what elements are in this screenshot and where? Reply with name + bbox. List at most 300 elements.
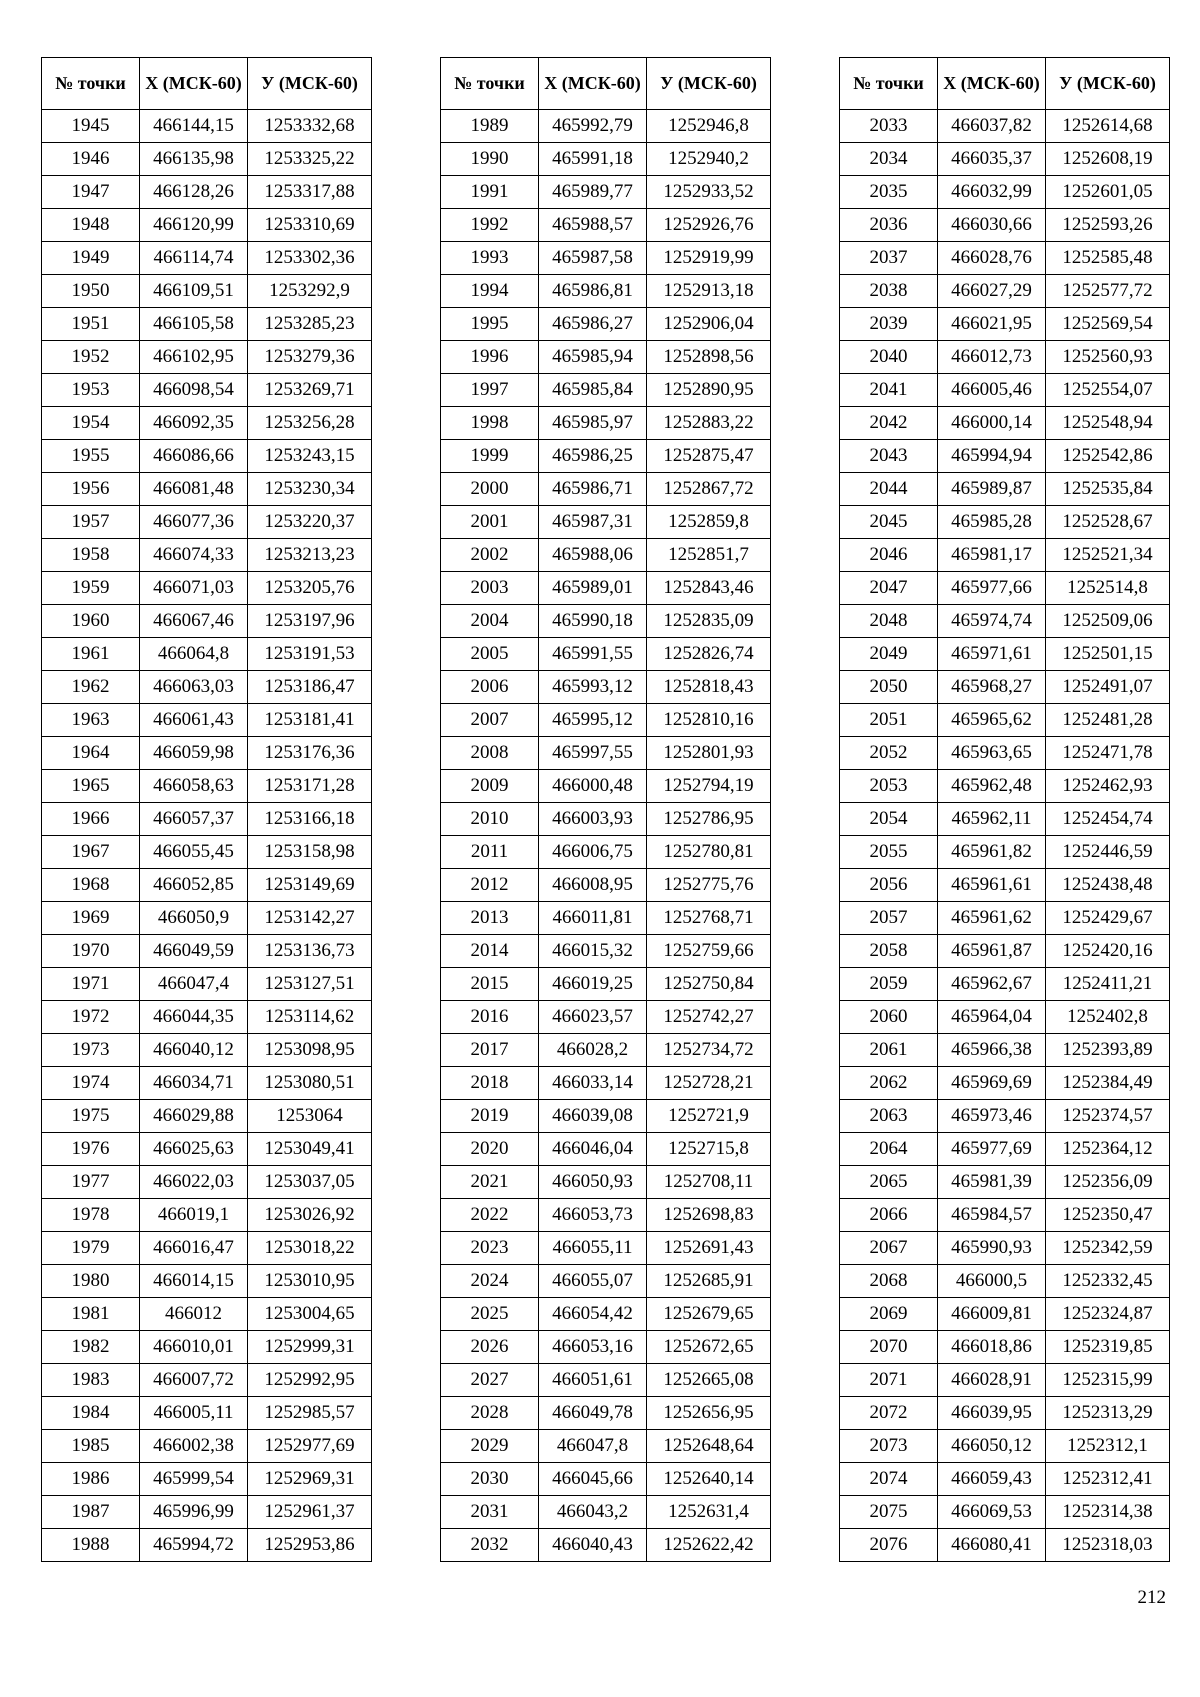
cell-x-coordinate: 465990,93 [938, 1232, 1046, 1265]
cell-y-coordinate: 1252454,74 [1046, 803, 1170, 836]
table-row [42, 341, 372, 374]
cell-y-coordinate: 1253279,36 [248, 341, 372, 374]
cell-x-coordinate: 466039,08 [539, 1100, 647, 1133]
cell-point-number: 2054 [840, 803, 938, 836]
cell-y-coordinate: 1253205,76 [248, 572, 372, 605]
cell-point-number: 2022 [441, 1199, 539, 1232]
cell-point-number: 2037 [840, 242, 938, 275]
table-row [840, 374, 1170, 407]
cell-y-coordinate: 1252953,86 [248, 1529, 372, 1562]
cell-x-coordinate: 465961,82 [938, 836, 1046, 869]
cell-x-coordinate: 465964,04 [938, 1001, 1046, 1034]
table-row [840, 737, 1170, 770]
cell-point-number: 2071 [840, 1364, 938, 1397]
cell-point-number: 1960 [42, 605, 140, 638]
cell-y-coordinate: 1253064 [248, 1100, 372, 1133]
table-row [42, 1067, 372, 1100]
cell-x-coordinate: 465986,71 [539, 473, 647, 506]
cell-y-coordinate: 1252859,8 [647, 506, 771, 539]
cell-point-number: 2052 [840, 737, 938, 770]
cell-point-number: 1971 [42, 968, 140, 1001]
cell-point-number: 1966 [42, 803, 140, 836]
cell-y-coordinate: 1253136,73 [248, 935, 372, 968]
cell-x-coordinate: 465988,57 [539, 209, 647, 242]
cell-point-number: 1947 [42, 176, 140, 209]
cell-x-coordinate: 465971,61 [938, 638, 1046, 671]
cell-x-coordinate: 466025,63 [140, 1133, 248, 1166]
cell-point-number: 2018 [441, 1067, 539, 1100]
cell-x-coordinate: 465996,99 [140, 1496, 248, 1529]
cell-x-coordinate: 465994,94 [938, 440, 1046, 473]
cell-x-coordinate: 465997,55 [539, 737, 647, 770]
table-row [42, 1001, 372, 1034]
table-row [441, 638, 771, 671]
cell-x-coordinate: 466047,8 [539, 1430, 647, 1463]
cell-x-coordinate: 465985,94 [539, 341, 647, 374]
table-row [441, 605, 771, 638]
cell-x-coordinate: 465981,39 [938, 1166, 1046, 1199]
cell-x-coordinate: 465989,77 [539, 176, 647, 209]
table-row [441, 902, 771, 935]
cell-y-coordinate: 1252509,06 [1046, 605, 1170, 638]
cell-x-coordinate: 466128,26 [140, 176, 248, 209]
table-row [441, 836, 771, 869]
table-row [840, 176, 1170, 209]
cell-point-number: 2034 [840, 143, 938, 176]
table-row [42, 1397, 372, 1430]
cell-x-coordinate: 465985,97 [539, 407, 647, 440]
table-row [840, 1331, 1170, 1364]
table-row [840, 704, 1170, 737]
cell-y-coordinate: 1253049,41 [248, 1133, 372, 1166]
cell-y-coordinate: 1252985,57 [248, 1397, 372, 1430]
table-row [441, 539, 771, 572]
table-row [840, 473, 1170, 506]
table-row [840, 935, 1170, 968]
cell-point-number: 2023 [441, 1232, 539, 1265]
cell-x-coordinate: 465985,84 [539, 374, 647, 407]
cell-point-number: 1961 [42, 638, 140, 671]
cell-y-coordinate: 1252462,93 [1046, 770, 1170, 803]
table-row [840, 1133, 1170, 1166]
cell-x-coordinate: 465993,12 [539, 671, 647, 704]
table-row [42, 968, 372, 1001]
cell-point-number: 2012 [441, 869, 539, 902]
table-row [42, 308, 372, 341]
cell-x-coordinate: 465965,62 [938, 704, 1046, 737]
table-row [441, 1265, 771, 1298]
table-row [42, 209, 372, 242]
cell-point-number: 1945 [42, 110, 140, 143]
cell-y-coordinate: 1252665,08 [647, 1364, 771, 1397]
cell-y-coordinate: 1253243,15 [248, 440, 372, 473]
table-row [42, 1430, 372, 1463]
table-row [42, 176, 372, 209]
table-row [840, 242, 1170, 275]
cell-y-coordinate: 1253026,92 [248, 1199, 372, 1232]
cell-point-number: 1994 [441, 275, 539, 308]
cell-x-coordinate: 466051,61 [539, 1364, 647, 1397]
table-row [840, 671, 1170, 704]
cell-point-number: 2073 [840, 1430, 938, 1463]
cell-point-number: 1983 [42, 1364, 140, 1397]
table-row [42, 506, 372, 539]
cell-x-coordinate: 466052,85 [140, 869, 248, 902]
cell-y-coordinate: 1252890,95 [647, 374, 771, 407]
cell-y-coordinate: 1252648,64 [647, 1430, 771, 1463]
cell-y-coordinate: 1252750,84 [647, 968, 771, 1001]
cell-x-coordinate: 465962,48 [938, 770, 1046, 803]
cell-y-coordinate: 1252698,83 [647, 1199, 771, 1232]
cell-point-number: 1948 [42, 209, 140, 242]
table-row [42, 902, 372, 935]
cell-point-number: 1996 [441, 341, 539, 374]
header-y-coordinate: У (МСК-60) [248, 58, 372, 110]
cell-x-coordinate: 465973,46 [938, 1100, 1046, 1133]
cell-x-coordinate: 465995,12 [539, 704, 647, 737]
cell-point-number: 1982 [42, 1331, 140, 1364]
cell-point-number: 2067 [840, 1232, 938, 1265]
cell-y-coordinate: 1252514,8 [1046, 572, 1170, 605]
cell-y-coordinate: 1253176,36 [248, 737, 372, 770]
table-row [42, 1298, 372, 1331]
table-row [840, 143, 1170, 176]
cell-y-coordinate: 1252577,72 [1046, 275, 1170, 308]
table-row [42, 1100, 372, 1133]
cell-point-number: 2058 [840, 935, 938, 968]
cell-point-number: 1984 [42, 1397, 140, 1430]
cell-y-coordinate: 1253098,95 [248, 1034, 372, 1067]
cell-point-number: 1986 [42, 1463, 140, 1496]
table-header-row [42, 58, 372, 110]
cell-x-coordinate: 466053,73 [539, 1199, 647, 1232]
table-row [840, 440, 1170, 473]
cell-point-number: 1952 [42, 341, 140, 374]
cell-point-number: 1963 [42, 704, 140, 737]
cell-x-coordinate: 466030,66 [938, 209, 1046, 242]
cell-x-coordinate: 466055,45 [140, 836, 248, 869]
cell-y-coordinate: 1252883,22 [647, 407, 771, 440]
cell-y-coordinate: 1252775,76 [647, 869, 771, 902]
cell-point-number: 2017 [441, 1034, 539, 1067]
table-row [840, 1463, 1170, 1496]
cell-point-number: 1976 [42, 1133, 140, 1166]
cell-x-coordinate: 466033,14 [539, 1067, 647, 1100]
table-row [441, 1067, 771, 1100]
cell-point-number: 2007 [441, 704, 539, 737]
table-row [840, 1100, 1170, 1133]
table-row [441, 1331, 771, 1364]
cell-point-number: 1978 [42, 1199, 140, 1232]
cell-point-number: 2021 [441, 1166, 539, 1199]
cell-point-number: 2059 [840, 968, 938, 1001]
cell-x-coordinate: 466015,32 [539, 935, 647, 968]
table-body [840, 110, 1170, 1562]
cell-y-coordinate: 1253037,05 [248, 1166, 372, 1199]
cell-x-coordinate: 466023,57 [539, 1001, 647, 1034]
table-row [441, 572, 771, 605]
cell-point-number: 2002 [441, 539, 539, 572]
cell-x-coordinate: 466040,12 [140, 1034, 248, 1067]
table-row [840, 836, 1170, 869]
cell-point-number: 1992 [441, 209, 539, 242]
cell-x-coordinate: 466064,8 [140, 638, 248, 671]
header-x-coordinate: Х (МСК-60) [140, 58, 248, 110]
cell-point-number: 2041 [840, 374, 938, 407]
cell-y-coordinate: 1252801,93 [647, 737, 771, 770]
cell-point-number: 2040 [840, 341, 938, 374]
cell-y-coordinate: 1253285,23 [248, 308, 372, 341]
cell-point-number: 2020 [441, 1133, 539, 1166]
cell-point-number: 1980 [42, 1265, 140, 1298]
cell-x-coordinate: 466018,86 [938, 1331, 1046, 1364]
cell-y-coordinate: 1252501,15 [1046, 638, 1170, 671]
cell-x-coordinate: 465962,67 [938, 968, 1046, 1001]
cell-point-number: 2072 [840, 1397, 938, 1430]
cell-point-number: 1975 [42, 1100, 140, 1133]
table-row [42, 605, 372, 638]
cell-y-coordinate: 1252786,95 [647, 803, 771, 836]
cell-x-coordinate: 466012,73 [938, 341, 1046, 374]
cell-x-coordinate: 466011,81 [539, 902, 647, 935]
table-row [840, 1067, 1170, 1100]
cell-x-coordinate: 465987,58 [539, 242, 647, 275]
table-row [42, 242, 372, 275]
cell-x-coordinate: 466040,43 [539, 1529, 647, 1562]
table-row [441, 1001, 771, 1034]
cell-x-coordinate: 465974,74 [938, 605, 1046, 638]
table-row [840, 1298, 1170, 1331]
table-row [840, 1430, 1170, 1463]
cell-y-coordinate: 1252913,18 [647, 275, 771, 308]
table-row [42, 143, 372, 176]
table-row [840, 1001, 1170, 1034]
table-row [840, 275, 1170, 308]
cell-point-number: 2069 [840, 1298, 938, 1331]
cell-x-coordinate: 466055,07 [539, 1265, 647, 1298]
cell-x-coordinate: 465987,31 [539, 506, 647, 539]
cell-x-coordinate: 466081,48 [140, 473, 248, 506]
cell-point-number: 2053 [840, 770, 938, 803]
cell-point-number: 2009 [441, 770, 539, 803]
table-row [441, 1034, 771, 1067]
cell-y-coordinate: 1252356,09 [1046, 1166, 1170, 1199]
cell-x-coordinate: 466008,95 [539, 869, 647, 902]
table-row [42, 473, 372, 506]
cell-x-coordinate: 466014,15 [140, 1265, 248, 1298]
cell-y-coordinate: 1253010,95 [248, 1265, 372, 1298]
header-point-number: № точки [441, 58, 539, 110]
cell-x-coordinate: 466077,36 [140, 506, 248, 539]
cell-x-coordinate: 466050,12 [938, 1430, 1046, 1463]
cell-point-number: 1953 [42, 374, 140, 407]
cell-x-coordinate: 466114,74 [140, 242, 248, 275]
cell-x-coordinate: 466050,93 [539, 1166, 647, 1199]
cell-y-coordinate: 1252332,45 [1046, 1265, 1170, 1298]
table-body [441, 110, 771, 1562]
cell-point-number: 1955 [42, 440, 140, 473]
table-row [441, 1463, 771, 1496]
cell-y-coordinate: 1252708,11 [647, 1166, 771, 1199]
table-row [441, 1166, 771, 1199]
table-row [840, 1034, 1170, 1067]
cell-x-coordinate: 466007,72 [140, 1364, 248, 1397]
cell-y-coordinate: 1252780,81 [647, 836, 771, 869]
cell-point-number: 1972 [42, 1001, 140, 1034]
cell-point-number: 2066 [840, 1199, 938, 1232]
table-row [840, 1529, 1170, 1562]
cell-y-coordinate: 1252364,12 [1046, 1133, 1170, 1166]
cell-x-coordinate: 466144,15 [140, 110, 248, 143]
table-row [42, 704, 372, 737]
cell-x-coordinate: 466043,2 [539, 1496, 647, 1529]
cell-x-coordinate: 466002,38 [140, 1430, 248, 1463]
table-row [441, 341, 771, 374]
cell-point-number: 2070 [840, 1331, 938, 1364]
table-row [441, 1199, 771, 1232]
cell-x-coordinate: 466034,71 [140, 1067, 248, 1100]
cell-x-coordinate: 465989,01 [539, 572, 647, 605]
cell-y-coordinate: 1252818,43 [647, 671, 771, 704]
cell-point-number: 1979 [42, 1232, 140, 1265]
cell-y-coordinate: 1252521,34 [1046, 539, 1170, 572]
table-row [441, 209, 771, 242]
cell-point-number: 1959 [42, 572, 140, 605]
cell-y-coordinate: 1253166,18 [248, 803, 372, 836]
cell-x-coordinate: 466050,9 [140, 902, 248, 935]
cell-point-number: 1993 [441, 242, 539, 275]
cell-point-number: 1969 [42, 902, 140, 935]
table-row [42, 1463, 372, 1496]
cell-point-number: 1989 [441, 110, 539, 143]
cell-x-coordinate: 466074,33 [140, 539, 248, 572]
table-row [441, 1529, 771, 1562]
cell-y-coordinate: 1252843,46 [647, 572, 771, 605]
cell-y-coordinate: 1253080,51 [248, 1067, 372, 1100]
cell-x-coordinate: 465990,18 [539, 605, 647, 638]
table-row [840, 110, 1170, 143]
table-row [42, 935, 372, 968]
cell-x-coordinate: 465961,87 [938, 935, 1046, 968]
cell-y-coordinate: 1252614,68 [1046, 110, 1170, 143]
cell-x-coordinate: 465969,69 [938, 1067, 1046, 1100]
header-point-number: № точки [42, 58, 140, 110]
cell-y-coordinate: 1252734,72 [647, 1034, 771, 1067]
table-row [840, 572, 1170, 605]
table-body [42, 110, 372, 1562]
cell-y-coordinate: 1252898,56 [647, 341, 771, 374]
cell-y-coordinate: 1253302,36 [248, 242, 372, 275]
cell-x-coordinate: 465984,57 [938, 1199, 1046, 1232]
table-row [840, 1232, 1170, 1265]
table-row [42, 836, 372, 869]
header-y-coordinate: У (МСК-60) [1046, 58, 1170, 110]
cell-x-coordinate: 466039,95 [938, 1397, 1046, 1430]
cell-y-coordinate: 1253114,62 [248, 1001, 372, 1034]
cell-point-number: 2076 [840, 1529, 938, 1562]
cell-x-coordinate: 465968,27 [938, 671, 1046, 704]
cell-x-coordinate: 466028,2 [539, 1034, 647, 1067]
table-row [42, 770, 372, 803]
cell-y-coordinate: 1252685,91 [647, 1265, 771, 1298]
table-row [840, 638, 1170, 671]
cell-x-coordinate: 466069,53 [938, 1496, 1046, 1529]
table-row [441, 1430, 771, 1463]
cell-point-number: 1951 [42, 308, 140, 341]
cell-point-number: 1946 [42, 143, 140, 176]
cell-point-number: 2036 [840, 209, 938, 242]
cell-x-coordinate: 466021,95 [938, 308, 1046, 341]
cell-x-coordinate: 466071,03 [140, 572, 248, 605]
cell-y-coordinate: 1252999,31 [248, 1331, 372, 1364]
table-row [840, 209, 1170, 242]
table-row [42, 1199, 372, 1232]
cell-point-number: 2032 [441, 1529, 539, 1562]
table-row [441, 407, 771, 440]
table-row [441, 968, 771, 1001]
cell-point-number: 2038 [840, 275, 938, 308]
cell-x-coordinate: 466016,47 [140, 1232, 248, 1265]
cell-point-number: 2000 [441, 473, 539, 506]
cell-y-coordinate: 1252560,93 [1046, 341, 1170, 374]
coordinate-table-3 [839, 57, 1170, 1562]
cell-y-coordinate: 1253191,53 [248, 638, 372, 671]
cell-y-coordinate: 1252810,16 [647, 704, 771, 737]
table-row [42, 1265, 372, 1298]
cell-x-coordinate: 466058,63 [140, 770, 248, 803]
table-row [840, 1265, 1170, 1298]
table-row [441, 506, 771, 539]
cell-point-number: 2003 [441, 572, 539, 605]
table-row [441, 308, 771, 341]
cell-x-coordinate: 465991,18 [539, 143, 647, 176]
table-row [441, 440, 771, 473]
cell-point-number: 2062 [840, 1067, 938, 1100]
table-header-row [840, 58, 1170, 110]
cell-x-coordinate: 465988,06 [539, 539, 647, 572]
table-row [441, 1232, 771, 1265]
cell-point-number: 1977 [42, 1166, 140, 1199]
cell-point-number: 2010 [441, 803, 539, 836]
cell-y-coordinate: 1252446,59 [1046, 836, 1170, 869]
cell-point-number: 2015 [441, 968, 539, 1001]
cell-x-coordinate: 466010,01 [140, 1331, 248, 1364]
table-row [42, 1034, 372, 1067]
cell-y-coordinate: 1252374,57 [1046, 1100, 1170, 1133]
cell-x-coordinate: 466059,98 [140, 737, 248, 770]
cell-x-coordinate: 465992,79 [539, 110, 647, 143]
table-row [42, 671, 372, 704]
cell-y-coordinate: 1252768,71 [647, 902, 771, 935]
cell-x-coordinate: 466028,76 [938, 242, 1046, 275]
table-row [840, 770, 1170, 803]
table-row [840, 803, 1170, 836]
cell-x-coordinate: 465961,61 [938, 869, 1046, 902]
cell-y-coordinate: 1252875,47 [647, 440, 771, 473]
cell-x-coordinate: 465994,72 [140, 1529, 248, 1562]
cell-point-number: 1999 [441, 440, 539, 473]
cell-y-coordinate: 1253220,37 [248, 506, 372, 539]
cell-x-coordinate: 466045,66 [539, 1463, 647, 1496]
cell-y-coordinate: 1252969,31 [248, 1463, 372, 1496]
cell-y-coordinate: 1252691,43 [647, 1232, 771, 1265]
cell-x-coordinate: 466022,03 [140, 1166, 248, 1199]
cell-point-number: 1968 [42, 869, 140, 902]
cell-y-coordinate: 1252554,07 [1046, 374, 1170, 407]
cell-x-coordinate: 466086,66 [140, 440, 248, 473]
table-row [441, 374, 771, 407]
cell-y-coordinate: 1252794,19 [647, 770, 771, 803]
